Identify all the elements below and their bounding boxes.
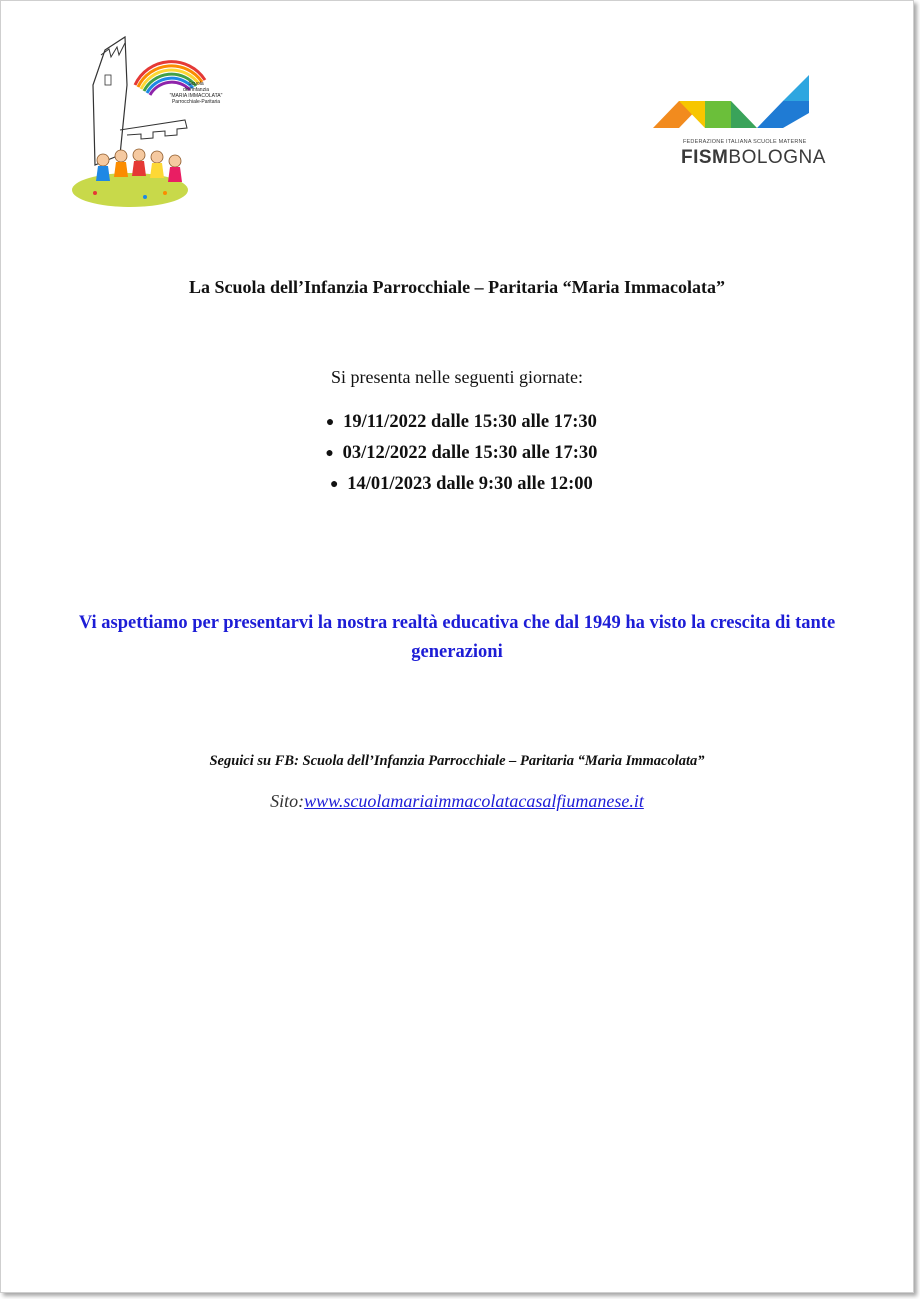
school-logo-line: dell'infanzia xyxy=(183,87,209,93)
website-line xyxy=(1,791,913,812)
school-logo-line: "MARIA IMMACOLATA" xyxy=(169,93,223,99)
date-text: 14/01/2023 dalle 9:30 alle 12:00 xyxy=(347,474,593,494)
website-link[interactable]: www.scuolamariaimmacolatacasalfiumanese.it xyxy=(304,791,644,811)
fism-caption: FEDERAZIONE ITALIANA SCUOLE MATERNE xyxy=(683,139,807,145)
school-logo-line: Scuola xyxy=(188,81,204,87)
fism-logo-graphic xyxy=(649,73,845,143)
school-logo-text xyxy=(161,81,231,105)
school-logo-line: Parrocchiale-Paritaria xyxy=(171,99,221,105)
school-logo-graphic xyxy=(65,25,215,210)
date-text: 19/11/2022 dalle 15:30 alle 17:30 xyxy=(343,412,597,432)
website-label: Sito: xyxy=(270,791,305,811)
list-item xyxy=(1,438,913,469)
intro-text: Si presenta nelle seguenti giornate: xyxy=(331,367,583,387)
follow-facebook-text: Seguici su FB: Scuola dell’Infanzia Parrocchiale – Paritaria “Maria Immacolata” xyxy=(209,753,705,769)
list-item xyxy=(1,407,913,438)
dates-list xyxy=(1,407,913,500)
fism-brand xyxy=(681,147,826,169)
headline: La Scuola dell’Infanzia Parrocchiale – Paritaria “Maria Immacolata” xyxy=(188,277,726,297)
school-logo xyxy=(65,25,215,210)
bullet-icon: ● xyxy=(329,477,339,492)
date-text: 03/12/2022 dalle 15:30 alle 17:30 xyxy=(342,443,598,463)
bullet-icon: ● xyxy=(325,446,334,461)
invite-text: Vi aspettiamo per presentarvi la nostra realtà educativa che dal 1949 ha visto la crescita di tante generazioni xyxy=(78,613,836,662)
bullet-icon: ● xyxy=(325,415,335,430)
list-item xyxy=(1,469,913,500)
fism-brand-light: BOLOGNA xyxy=(728,147,826,168)
fism-brand-strong: FISM xyxy=(681,147,729,168)
